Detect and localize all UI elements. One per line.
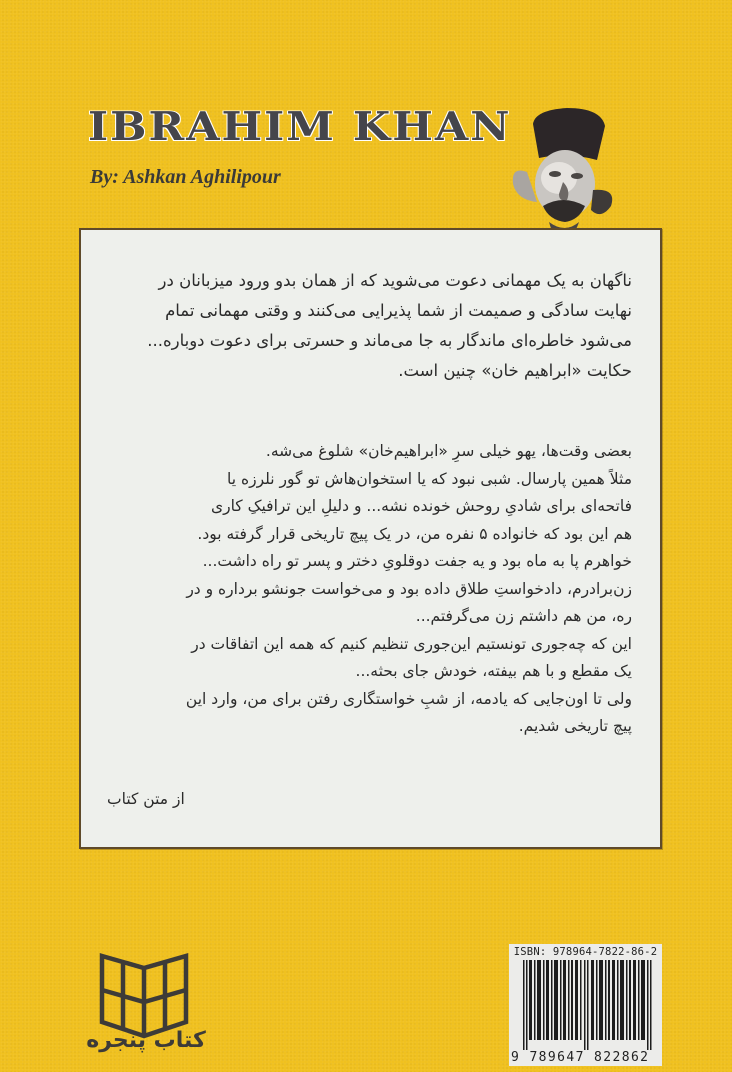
excerpt-line: بعضی وقت‌ها، یهو خیلی سرِ «ابراهیم‌خان» شلوغ می‌شه. [265,442,632,460]
excerpt-line: ره، من هم داشتم زن می‌گرفتم... [415,607,632,625]
author-byline: By: Ashkan Aghilipour [90,166,281,188]
excerpt-line: ولی تا اون‌جایی که یادمه، از شبِ خواستگاری رفتن برای من، وارد این [185,689,632,708]
blurb-panel [79,228,662,849]
book-title: IBRAHIM KHAN [88,104,512,151]
barcode-bars [523,960,655,1050]
excerpt-line: مثلاً همین پارسال. شبی نبود که یا استخوان‌هاش تو گور نلرزه یا [227,469,632,488]
book-excerpt [107,438,632,741]
excerpt-line: فاتحه‌ای برای شادیِ روحش خونده نشه... و دلیلِ این ترافیکِ کاری [210,497,632,515]
blurb-intro [107,266,632,386]
excerpt-source [107,790,634,808]
excerpt-line: زن‌برادرم، دادخواستِ طلاق داده بود و می‌خواست جونشو برداره و در [186,579,632,598]
excerpt-line: این که چه‌جوری تونستیم این‌جوری تنظیم کنیم که همه این اتفاقات در [191,634,632,653]
excerpt-line: هم این بود که خانواده ۵ نفره من، در یک پیچ تاریخی قرار گرفته بود. [197,524,632,543]
intro-line: نهایت سادگی و صمیمت از شما پذیرایی می‌کنند و وقتی مهمانی تمام [165,301,632,320]
excerpt-line: یک مقطع و با هم بیفته، خودش جای بحثه... [355,662,632,680]
excerpt-line: خواهرم پا به ماه بود و یه جفت دوقلویِ دختر و پسر تو راه داشت... [202,552,632,570]
intro-line: می‌شود خاطره‌ای ماندگار به جا می‌ماند و حسرتی برای دعوت دوباره... [147,331,632,350]
portrait-icon [505,102,625,242]
intro-line: ناگهان به یک مهمانی دعوت می‌شوید که از همان بدو ورود میزبانان در [158,271,632,290]
isbn-barcode [509,944,662,1066]
excerpt-source-label: از متن کتاب [107,790,185,808]
barcode-digits: 9 789647 822862 [511,1050,650,1065]
intro-line: حکایت «ابراهیم خان» چنین است. [398,361,632,380]
isbn-label: ISBN: 978964-7822-86-2 [513,946,658,958]
publisher-name: کتاب پنجره [86,1028,206,1053]
excerpt-line: پیچ تاریخی شدیم. [518,717,632,735]
